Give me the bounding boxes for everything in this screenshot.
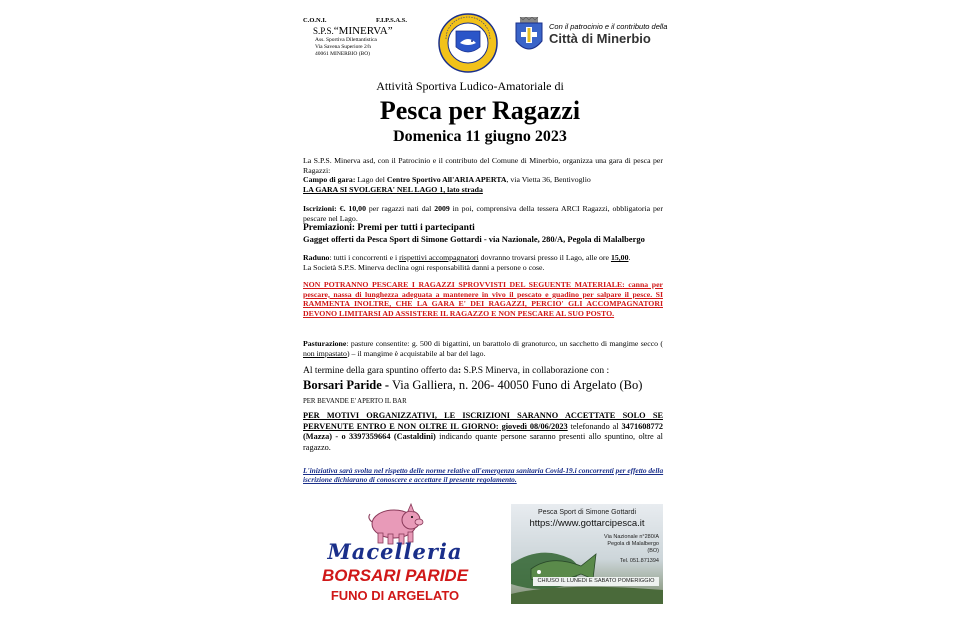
gottardi-title: Pesca Sport di Simone Gottardi <box>537 509 637 516</box>
equipment-warning: NON POTRANNO PESCARE I RAGAZZI SPROVVISTI DEL SEGUENTE MATERIALE: canna per pescare, nassa di lunghezza adeguata a mantenere in vivo il pescato e guadino per salpare il pesce. SI RAMMENTA INOLTRE, CHE LA GARA E' DEI RAGAZZI, PERCIO' GLI ACCOMPAGNATORI DEVONO LIMITARSI AD ASSISTERE IL RAGAZZO E NON PESCARE AL SUO POSTO. <box>303 280 663 318</box>
iscrizioni-text: Iscrizioni: €. 10,00 per ragazzi nati dal 2009 in poi, comprensiva della tessera ARCI Ragazzi, obbligatoria per pescare nel Lago. <box>303 204 663 223</box>
motivi-block: PER MOTIVI ORGANIZZATIVI, LE ISCRIZIONI SARANNO ACCETTATE SOLO SE PERVENUTE ENTRO E NON OLTRE IL GIORNO: giovedì 08/06/2023 telefonando al 3471608772 (Mazza) - o 3397359664 (Castaldini) indicando quante persone saranno presenti allo spuntino, oltre al ragazzo. <box>303 411 663 452</box>
sps-header <box>303 17 413 58</box>
raduno-block <box>303 253 663 273</box>
iscrizioni-block <box>303 204 663 245</box>
campo-line: Campo di gara: Lago del Centro Sportivo All'ARIA APERTA, via Vietta 36, Bentivoglio <box>303 175 591 185</box>
coni-label: C.O.N.I. <box>303 17 327 24</box>
borsari-line: Borsari Paride - Via Galliera, n. 206- 40050 Funo di Argelato (Bo) <box>303 378 643 392</box>
event-title: Pesca per Ragazzi <box>379 96 581 125</box>
bar-line: PER BEVANDE E' APERTO IL BAR <box>303 398 407 405</box>
intro-block <box>303 156 663 194</box>
event-date: Domenica 11 giugno 2023 <box>393 128 567 145</box>
gagget-line: Gagget offerti da Pesca Sport di Simone Gottardi - via Nazionale, 280/A, Pegola di Malalbergo <box>303 234 645 245</box>
responsibility-line: La Società S.P.S. Minerva declina ogni responsabilità danni a persone o cose. <box>303 262 545 272</box>
gottardi-address: Via Nazionale n°280/A Pegola di Malalbergo (BO) Tel. 051.871394 <box>604 534 659 564</box>
patronage-text: Con il patrocinio e il contributo della <box>549 22 668 31</box>
raduno-line: Raduno: tutti i concorrenti e i rispettivi accompagnatori dovranno trovarsi presso il Lago, alle ore 15,00. <box>303 253 631 262</box>
macelleria-script: Macelleria <box>327 539 463 564</box>
sps-name: S.P.S.“MINERVA” <box>313 25 393 37</box>
lago-line: LA GARA SI SVOLGERA' NEL LAGO 1, lato strada <box>303 184 483 194</box>
covid-notice: L'iniziativa sarà svolta nel rispetto delle norme relative all'emergenza sanitaria Covid-19.i concorrenti per effetto della iscrizione dichiarano di conoscere e accettare il presente regolamento. <box>303 466 664 485</box>
gottardi-url: https://www.gottarcipesca.it <box>529 518 645 529</box>
spuntino-line: Al termine della gara spuntino offerto da: S.P.S Minerva, in collaborazione con : <box>303 366 610 376</box>
club-logo <box>438 13 498 73</box>
federation-row <box>303 17 413 26</box>
gottardi-closed: CHIUSO IL LUNEDì E SABATO POMERIGGIO <box>533 577 659 586</box>
fipsas-label: F.I.P.S.A.S. <box>376 17 407 24</box>
macelleria-name: BORSARI PARIDE <box>321 566 469 585</box>
intro-text: La S.P.S. Minerva asd, con il Patrocinio e il contributo del Comune di Minerbio, organizza una gara di pesca per Ragazzi: <box>303 156 663 175</box>
gottardi-ad <box>511 504 663 604</box>
event-subtitle: Attività Sportiva Ludico-Amatoriale di <box>376 79 564 93</box>
patronage-block <box>549 22 709 47</box>
sps-address: Ass. Sportiva Dilettantistica Via Savena Superiore 2/h 40061 MINERBIO (BO) <box>315 37 377 57</box>
premiazioni-line: Premiazioni: Premi per tutti i partecipanti <box>303 223 475 234</box>
pasturazione-block: Pasturazione: pasture consentite: g. 500 di bigattini, un barattolo di granoturco, un sacchetto di mangime secco ( non impastato) – il mangime è acquistabile al bar del lago. <box>303 339 663 358</box>
macelleria-city: FUNO DI ARGELATO <box>330 588 460 603</box>
city-name: Città di Minerbio <box>549 31 651 46</box>
minerbio-shield-icon <box>514 17 544 57</box>
